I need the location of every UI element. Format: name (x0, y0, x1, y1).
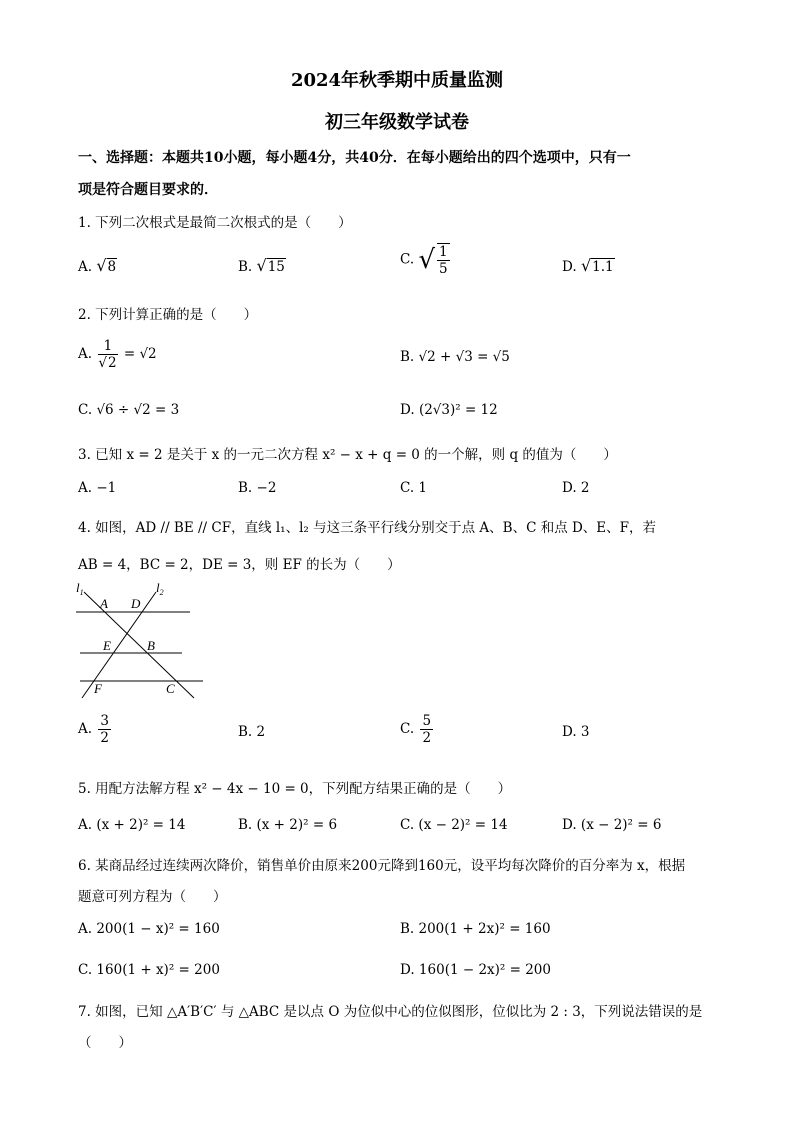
q4-option-d: D. 3 (562, 724, 590, 740)
q2-option-c: C. √6 ÷ √2 = 3 (78, 402, 180, 418)
q3-option-b: B. −2 (238, 480, 277, 496)
q6-option-a: A. 200(1 − x)² = 160 (78, 921, 220, 937)
label-f: F (94, 681, 102, 696)
q6-option-c: C. 160(1 + x)² = 200 (78, 962, 220, 978)
q1-option-a: A. √8 (78, 256, 117, 275)
q1-stem: 1. 下列二次根式是最简二次根式的是（ ） (78, 215, 352, 231)
label-l1: $l_1$ (76, 580, 84, 597)
q2-option-b: B. √2 + √3 = √5 (400, 349, 510, 365)
q5-option-c: C. (x − 2)² = 14 (400, 817, 508, 833)
q6-stem-line1: 6. 某商品经过连续两次降价，销售单价由原来200元降到160元，设平均每次降价的百分率为 x，根据 (78, 858, 686, 874)
exam-subtitle: 初三年级数学试卷 (325, 112, 469, 133)
q4-stem-line1: 4. 如图，AD // BE // CF，直线 l₁、l₂ 与这三条平行线分别交于点 A、B、C 和点 D、E、F，若 (78, 520, 657, 536)
q1-option-c: C. √ $\frac{1}{5}$ (400, 244, 448, 277)
q3-option-a: A. −1 (78, 480, 117, 496)
q3-option-d: D. 2 (562, 480, 590, 496)
q4-parallel-lines-figure (70, 578, 210, 706)
q6-option-d: D. 160(1 − 2x)² = 200 (400, 962, 551, 978)
q3-option-c: C. 1 (400, 480, 428, 496)
q4-option-a: A. $\frac{3}{2}$ (78, 713, 109, 746)
q5-option-a: A. (x + 2)² = 14 (78, 817, 186, 833)
q5-stem: 5. 用配方法解方程 x² − 4x − 10 = 0，下列配方结果正确的是（ ） (78, 781, 512, 797)
section-heading-line1: 一、选择题：本题共10小题，每小题4分，共40分．在每小题给出的四个选项中，只有一 (78, 150, 631, 166)
q3-stem: 3. 已知 x = 2 是关于 x 的一元二次方程 x² − x + q = 0 的一个解，则 q 的值为（ ） (78, 447, 617, 463)
label-a: A (100, 596, 108, 611)
label-l2: $l_2$ (156, 580, 164, 597)
label-b: B (147, 638, 155, 653)
q2-option-a: A. $\frac{1}{√2}$ = √2 (78, 338, 157, 371)
q6-option-b: B. 200(1 + 2x)² = 160 (400, 921, 551, 937)
q4-stem-line2: AB = 4，BC = 2，DE = 3，则 EF 的长为（ ） (78, 557, 401, 573)
q7-stem-line2: （ ） (78, 1035, 132, 1051)
exam-title: 2024年秋季期中质量监测 (290, 70, 504, 91)
q5-option-d: D. (x − 2)² = 6 (562, 817, 662, 833)
label-d: D (131, 596, 141, 611)
q4-option-c: C. $\frac{5}{2}$ (400, 713, 432, 746)
section-heading-line2: 项是符合题目要求的． (78, 182, 218, 198)
q1-option-d: D. √1.1 (562, 256, 614, 275)
label-c: C (166, 681, 175, 696)
q6-stem-line2: 题意可列方程为（ ） (78, 889, 227, 905)
q7-stem-line1: 7. 如图，已知 △A′B′C′ 与 △ABC 是以点 O 为位似中心的位似图形，位似比为 2 : 3，下列说法错误的是 (78, 1004, 703, 1020)
q1-option-b: B. √15 (238, 256, 285, 275)
q2-stem: 2. 下列计算正确的是（ ） (78, 307, 258, 323)
label-e: E (103, 638, 111, 653)
q4-option-b: B. 2 (238, 724, 266, 740)
q5-option-b: B. (x + 2)² = 6 (238, 817, 338, 833)
q2-option-d: D. (2√3)² = 12 (400, 402, 498, 418)
